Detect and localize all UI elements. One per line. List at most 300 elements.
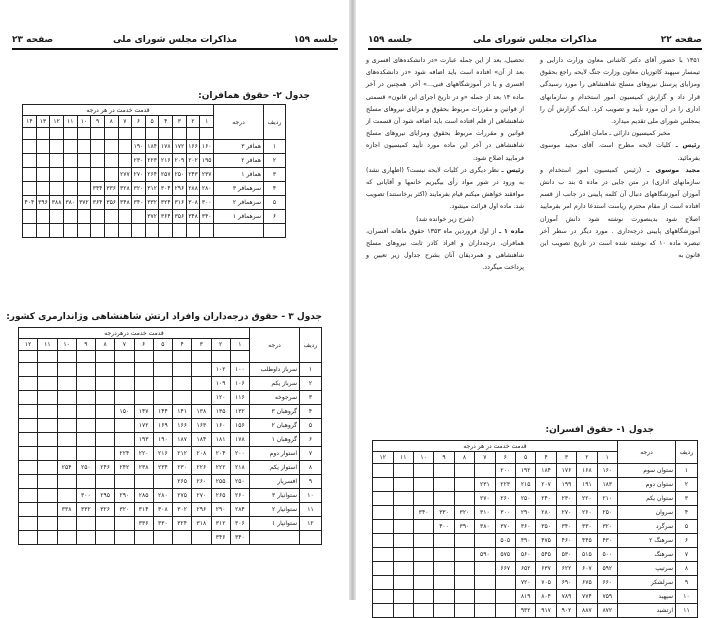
salary-cell bbox=[115, 377, 134, 391]
salary-cell: ۲۰۴ bbox=[211, 447, 230, 461]
salary-cell: ۲۲۲ bbox=[211, 461, 230, 475]
salary-cell bbox=[38, 433, 57, 447]
row-number-cell: ۴ bbox=[264, 182, 286, 196]
grade-cell: ستوان یکم bbox=[618, 492, 676, 506]
salary-cell bbox=[434, 562, 454, 576]
service-year-header: ۳ bbox=[173, 116, 187, 128]
row-number-cell: ۸ bbox=[676, 562, 698, 576]
salary-cell: ۳۰۸ bbox=[153, 503, 172, 517]
salary-cell: ۲۵۰ bbox=[230, 475, 249, 489]
salary-cell: ۲۱۵ bbox=[515, 478, 535, 492]
salary-cell bbox=[393, 464, 413, 478]
salary-cell bbox=[77, 182, 91, 196]
salary-cell: ۶۵۲ bbox=[515, 562, 535, 576]
table-row bbox=[373, 478, 698, 492]
salary-cell bbox=[76, 447, 95, 461]
salary-cell: ۲۰۲ bbox=[186, 154, 200, 168]
grade-cell: سرگرد bbox=[618, 520, 676, 534]
salary-cell bbox=[115, 419, 134, 433]
row-number-cell: ۱ bbox=[676, 464, 698, 478]
salary-cell bbox=[192, 363, 211, 377]
table-row bbox=[373, 576, 698, 590]
salary-cell: ۳۳۰ bbox=[577, 520, 597, 534]
salary-cell: ۹۰۲ bbox=[556, 604, 576, 618]
row-number-cell: ۱۱ bbox=[300, 503, 322, 517]
salary-cell: ۳۱۴ bbox=[134, 503, 153, 517]
salary-cell: ۳۶۴ bbox=[159, 210, 173, 224]
salary-cell: ۲۷۰ bbox=[192, 489, 211, 503]
header-spacer-cell bbox=[91, 128, 105, 140]
row-number-cell: ۱۱ bbox=[676, 604, 698, 618]
salary-cell bbox=[50, 182, 64, 196]
salary-cell: ۲۶۰ bbox=[230, 489, 249, 503]
salary-cell bbox=[153, 377, 172, 391]
salary-cell bbox=[77, 154, 91, 168]
service-year-header: ۶ bbox=[495, 452, 515, 464]
salary-cell bbox=[413, 576, 433, 590]
salary-cell: ۳۴۶ bbox=[211, 531, 230, 545]
table-row bbox=[23, 154, 286, 168]
salary-cell bbox=[134, 377, 153, 391]
service-year-header: ۲ bbox=[186, 116, 200, 128]
salary-cell: ۲۶۵ bbox=[211, 489, 230, 503]
text-paragraph: (شرح زیر خوانده شد) bbox=[416, 215, 474, 223]
table-row bbox=[373, 492, 698, 506]
row-number-cell: ۶ bbox=[300, 433, 322, 447]
salary-cell: ۳۷۰ bbox=[495, 520, 515, 534]
service-year-header: ۵ bbox=[145, 116, 159, 128]
header-spacer-cell bbox=[200, 128, 214, 140]
salary-cell bbox=[118, 140, 132, 154]
table3-header-service: قدمت خدمت درهردرجه bbox=[19, 328, 250, 339]
salary-cell: ۳۷۲ bbox=[77, 196, 91, 210]
salary-cell: ۱۷۲ bbox=[134, 419, 153, 433]
service-year-header: ۴ bbox=[173, 339, 192, 351]
salary-cell bbox=[38, 475, 57, 489]
salary-cell: ۳۱۲ bbox=[145, 182, 159, 196]
salary-cell: ۲۲۴ bbox=[115, 447, 134, 461]
table3-header-rank: ردیف bbox=[300, 328, 322, 363]
salary-cell: ۲۴۳ bbox=[186, 168, 200, 182]
salary-cell: ۲۵۰ bbox=[597, 506, 617, 520]
salary-cell: ۲۳۱ bbox=[475, 478, 495, 492]
salary-cell bbox=[19, 363, 38, 377]
row-number-cell: ۲ bbox=[264, 154, 286, 168]
salary-cell: ۴۰۴ bbox=[23, 196, 37, 210]
salary-cell: ۲۴۶ bbox=[96, 461, 115, 475]
salary-cell bbox=[57, 447, 76, 461]
table-row bbox=[19, 391, 322, 405]
salary-cell bbox=[173, 531, 192, 545]
salary-cell: ۲۸۰ bbox=[153, 489, 172, 503]
grade-cell: ارتشبد bbox=[618, 604, 676, 618]
salary-cell: ۳۵۰ bbox=[536, 520, 556, 534]
header-spacer-cell bbox=[50, 128, 64, 140]
salary-cell: ۳۲۰ bbox=[454, 506, 474, 520]
header-spacer-cell bbox=[118, 128, 132, 140]
salary-cell bbox=[104, 210, 118, 224]
grade-cell: سرهمافر ۲ bbox=[214, 196, 264, 210]
salary-cell bbox=[38, 447, 57, 461]
salary-cell: ۱۹۲ bbox=[515, 464, 535, 478]
salary-cell: ۲۹۵ bbox=[96, 489, 115, 503]
row-number-cell: ۶ bbox=[264, 210, 286, 224]
salary-cell: ۱۶۶ bbox=[173, 419, 192, 433]
right-session-number: جلسه ۱۵۹ bbox=[368, 35, 413, 45]
service-year-header: ۵ bbox=[153, 339, 172, 351]
salary-cell: ۱۹۱ bbox=[577, 478, 597, 492]
service-year-header: ۱ bbox=[200, 116, 214, 128]
salary-cell bbox=[38, 517, 57, 531]
salary-cell bbox=[76, 475, 95, 489]
right-page bbox=[356, 0, 714, 614]
salary-cell bbox=[96, 475, 115, 489]
salary-cell bbox=[76, 405, 95, 419]
table-row bbox=[373, 534, 698, 548]
grade-cell: استوار دوم bbox=[250, 447, 300, 461]
salary-cell: ۵۷۵ bbox=[495, 548, 515, 562]
salary-cell: ۳۵۶ bbox=[104, 196, 118, 210]
service-year-header: ۱۱ bbox=[393, 452, 413, 464]
text-paragraph bbox=[366, 165, 524, 214]
salary-cell bbox=[57, 405, 76, 419]
table-row bbox=[19, 531, 322, 545]
salary-cell bbox=[434, 492, 454, 506]
left-text-column bbox=[366, 55, 524, 275]
salary-cell bbox=[19, 475, 38, 489]
speech-text: کلیات لایحه مطرح است. آقای مجید موسوی بفرمائید. bbox=[540, 142, 700, 162]
salary-cell: ۱۶۰ bbox=[211, 419, 230, 433]
salary-cell: ۳۳۰ bbox=[153, 517, 172, 531]
row-number-cell: ۳ bbox=[264, 168, 286, 182]
salary-cell: ۳۱۸ bbox=[192, 517, 211, 531]
grade-cell: سرهمافر ۳ bbox=[214, 182, 264, 196]
salary-cell: ۷۸۹ bbox=[556, 590, 576, 604]
salary-cell bbox=[454, 604, 474, 618]
salary-cell bbox=[134, 475, 153, 489]
salary-cell bbox=[96, 363, 115, 377]
salary-cell bbox=[19, 461, 38, 475]
salary-cell bbox=[19, 391, 38, 405]
salary-cell bbox=[413, 548, 433, 562]
service-year-header: ۹ bbox=[76, 339, 95, 351]
salary-cell: ۳۴۰ bbox=[230, 531, 249, 545]
row-number-cell: ۶ bbox=[676, 534, 698, 548]
salary-cell bbox=[373, 478, 394, 492]
salary-cell bbox=[393, 492, 413, 506]
table1-header-rank: ردیف bbox=[676, 441, 698, 464]
service-year-header: ۶ bbox=[132, 116, 146, 128]
salary-cell bbox=[23, 168, 37, 182]
salary-cell: ۴۳۰ bbox=[597, 534, 617, 548]
row-number-cell: ۱۰ bbox=[676, 590, 698, 604]
salary-cell: ۱۰۲ bbox=[211, 363, 230, 377]
header-spacer-cell bbox=[96, 351, 115, 363]
salary-cell: ۳۴۸ bbox=[118, 196, 132, 210]
service-year-header: ۱ bbox=[230, 339, 249, 351]
table-row bbox=[19, 489, 322, 503]
salary-cell: ۴۰۰ bbox=[434, 520, 454, 534]
service-year-header: ۱۲ bbox=[50, 116, 64, 128]
grade-cell: سرهمافر ۱ bbox=[214, 210, 264, 224]
grade-cell: سروان bbox=[618, 506, 676, 520]
salary-cell bbox=[77, 224, 91, 238]
header-spacer-cell bbox=[63, 128, 77, 140]
salary-cell bbox=[373, 604, 394, 618]
salary-cell bbox=[393, 576, 413, 590]
salary-cell bbox=[495, 576, 515, 590]
row-number-cell bbox=[300, 531, 322, 545]
salary-cell: ۷۷۴ bbox=[577, 590, 597, 604]
header-spacer-cell bbox=[115, 351, 134, 363]
right-page-number: صفحه ۲۲ bbox=[660, 35, 702, 45]
salary-cell: ۲۰۰ bbox=[230, 447, 249, 461]
salary-cell bbox=[132, 210, 146, 224]
header-spacer-cell bbox=[57, 351, 76, 363]
grade-cell: ستوانیار ۳ bbox=[250, 489, 300, 503]
salary-cell: ۱۶۸ bbox=[577, 464, 597, 478]
salary-cell bbox=[373, 492, 394, 506]
salary-cell bbox=[115, 391, 134, 405]
salary-cell bbox=[38, 377, 57, 391]
table-row bbox=[373, 548, 698, 562]
salary-cell: ۳۰۰ bbox=[495, 506, 515, 520]
speaker-name: ماده ۱ ـ bbox=[498, 227, 524, 235]
salary-cell bbox=[186, 224, 200, 238]
salary-cell: ۱۶۳ bbox=[192, 419, 211, 433]
salary-cell: ۱۳۸ bbox=[192, 405, 211, 419]
salary-cell: ۲۵۰ bbox=[515, 492, 535, 506]
salary-cell: ۱۶۹ bbox=[153, 419, 172, 433]
salary-cell bbox=[153, 391, 172, 405]
service-year-header: ۱۰ bbox=[413, 452, 433, 464]
row-number-cell: ۹ bbox=[676, 576, 698, 590]
salary-cell bbox=[192, 531, 211, 545]
grade-cell: همافر ۲ bbox=[214, 154, 264, 168]
salary-cell: ۲۹۰ bbox=[115, 489, 134, 503]
salary-cell bbox=[373, 590, 394, 604]
salary-cell bbox=[192, 377, 211, 391]
salary-cell: ۲۷۷ bbox=[118, 168, 132, 182]
salary-cell bbox=[454, 576, 474, 590]
row-number-cell: ۹ bbox=[300, 475, 322, 489]
salary-cell bbox=[115, 531, 134, 545]
service-year-header: ۱۲ bbox=[19, 339, 38, 351]
salary-cell bbox=[413, 562, 433, 576]
grade-cell: استوار یکم bbox=[250, 461, 300, 475]
salary-cell: ۲۷۰ bbox=[132, 168, 146, 182]
text-paragraph bbox=[540, 140, 700, 164]
salary-cell bbox=[76, 377, 95, 391]
salary-cell: ۲۳۰ bbox=[173, 461, 192, 475]
header-spacer-cell bbox=[173, 128, 187, 140]
salary-cell bbox=[57, 419, 76, 433]
speaker-name: رئیس ـ bbox=[675, 142, 700, 150]
table2-header-grade: درجه bbox=[214, 105, 264, 140]
salary-cell: ۲۹۰ bbox=[211, 503, 230, 517]
salary-cell bbox=[413, 590, 433, 604]
salary-cell: ۲۵۴ bbox=[57, 461, 76, 475]
header-spacer-cell bbox=[77, 128, 91, 140]
salary-cell bbox=[19, 377, 38, 391]
salary-cell: ۳۸۰ bbox=[63, 196, 77, 210]
salary-cell: ۳۴۰ bbox=[132, 196, 146, 210]
salary-cell: ۲۱۶ bbox=[153, 447, 172, 461]
service-year-header: ۷ bbox=[118, 116, 132, 128]
table-row bbox=[373, 590, 698, 604]
salary-cell bbox=[393, 548, 413, 562]
salary-cell bbox=[495, 604, 515, 618]
salary-cell: ۲۱۰ bbox=[597, 492, 617, 506]
service-year-header: ۲ bbox=[211, 339, 230, 351]
salary-cell: ۱۶۰ bbox=[200, 140, 214, 154]
salary-cell: ۲۶۰ bbox=[577, 506, 597, 520]
grade-cell: سرتیپ bbox=[618, 562, 676, 576]
salary-cell bbox=[57, 489, 76, 503]
salary-cell: ۱۴۱ bbox=[173, 405, 192, 419]
salary-cell bbox=[475, 534, 495, 548]
row-number-cell: ۳ bbox=[676, 492, 698, 506]
row-number-cell: ۴ bbox=[676, 506, 698, 520]
salary-cell bbox=[475, 604, 495, 618]
salary-cell: ۸۸۷ bbox=[577, 604, 597, 618]
salary-cell bbox=[96, 405, 115, 419]
salary-cell: ۵۰۰ bbox=[597, 548, 617, 562]
salary-cell: ۳۲۴ bbox=[159, 196, 173, 210]
salary-cell bbox=[96, 433, 115, 447]
header-spacer-cell bbox=[76, 351, 95, 363]
salary-cell: ۱۷۲ bbox=[173, 140, 187, 154]
table-row bbox=[19, 461, 322, 475]
left-page bbox=[0, 0, 350, 600]
salary-cell: ۴۹۰ bbox=[515, 534, 535, 548]
salary-cell bbox=[57, 531, 76, 545]
left-journal-title: مذاکرات مجلس شورای ملی bbox=[112, 35, 238, 45]
right-running-head bbox=[368, 32, 702, 50]
row-number-cell: ۱۲ bbox=[300, 517, 322, 531]
salary-cell: ۱۷۶ bbox=[556, 464, 576, 478]
salary-cell: ۱۷۸ bbox=[159, 140, 173, 154]
salary-cell bbox=[91, 140, 105, 154]
salary-cell: ۴۷۵ bbox=[536, 534, 556, 548]
row-number-cell: ۲ bbox=[676, 478, 698, 492]
table1-title: جدول ۱- حقوق افسران: bbox=[545, 425, 654, 435]
salary-cell: ۱۹۰ bbox=[132, 140, 146, 154]
salary-cell: ۲۵۵ bbox=[211, 475, 230, 489]
grade-cell: سرهنگ bbox=[618, 548, 676, 562]
salary-cell: ۳۳۶ bbox=[104, 182, 118, 196]
salary-cell bbox=[23, 182, 37, 196]
grade-cell: سرهنگ ۲ bbox=[618, 534, 676, 548]
row-number-cell: ۷ bbox=[676, 548, 698, 562]
salary-cell: ۳۲۰ bbox=[115, 503, 134, 517]
salary-cell bbox=[104, 140, 118, 154]
grade-cell: سپهبد bbox=[618, 590, 676, 604]
salary-cell bbox=[373, 534, 394, 548]
salary-cell bbox=[63, 210, 77, 224]
salary-cell: ۲۱۲ bbox=[173, 447, 192, 461]
salary-cell bbox=[434, 464, 454, 478]
service-year-header: ۱۱ bbox=[63, 116, 77, 128]
salary-cell bbox=[115, 475, 134, 489]
salary-cell: ۳۳۸ bbox=[57, 503, 76, 517]
speech-text: نظر دیگری در کلیات لایحه نیست؟ (اظهاری نشد) به ورود در شور مواد رأی بیگیریم خانمها و آقایانی که موافقند خواهش میکنم قیام بفرمایند (اکثر برخاستند) تصویب شد. ماده اول قرائت میشود. bbox=[366, 166, 524, 211]
salary-cell: ۱۶۶ bbox=[186, 140, 200, 154]
salary-cell: ۲۵۷ bbox=[159, 168, 173, 182]
salary-cell: ۲۰۸ bbox=[192, 447, 211, 461]
salary-cell bbox=[373, 506, 394, 520]
salary-cell: ۲۱۶ bbox=[159, 154, 173, 168]
row-number-cell: ۵ bbox=[300, 419, 322, 433]
header-spacer-cell bbox=[159, 128, 173, 140]
salary-cell bbox=[393, 534, 413, 548]
row-number-cell: ۴ bbox=[300, 405, 322, 419]
salary-cell bbox=[393, 604, 413, 618]
salary-cell bbox=[19, 419, 38, 433]
speaker-name: مجید موسوی ـ bbox=[647, 166, 700, 174]
service-year-header: ۷ bbox=[475, 452, 495, 464]
salary-cell bbox=[91, 210, 105, 224]
salary-cell: ۱۲۰ bbox=[211, 391, 230, 405]
salary-cell: ۳۱۰ bbox=[475, 506, 495, 520]
salary-cell bbox=[134, 531, 153, 545]
salary-cell: ۳۴۰ bbox=[556, 520, 576, 534]
salary-cell: ۲۸۰ bbox=[200, 182, 214, 196]
salary-cell: ۳۴۸ bbox=[186, 210, 200, 224]
salary-cell: ۳۶۰ bbox=[515, 520, 535, 534]
salary-cell bbox=[96, 391, 115, 405]
salary-cell: ۵۰۵ bbox=[495, 534, 515, 548]
salary-cell bbox=[57, 475, 76, 489]
salary-cell bbox=[373, 576, 394, 590]
grade-cell: گروهبان ۱ bbox=[250, 433, 300, 447]
table-row bbox=[19, 433, 322, 447]
salary-cell bbox=[96, 377, 115, 391]
salary-cell: ۳۳۰ bbox=[434, 506, 454, 520]
salary-cell: ۳۳۲ bbox=[145, 196, 159, 210]
salary-cell bbox=[373, 520, 394, 534]
salary-cell bbox=[91, 154, 105, 168]
grade-cell: سرجوخه bbox=[250, 391, 300, 405]
salary-cell bbox=[159, 224, 173, 238]
salary-cell: ۱۴۴ bbox=[153, 405, 172, 419]
table-row bbox=[373, 520, 698, 534]
service-year-header: ۹ bbox=[434, 452, 454, 464]
service-year-header: ۲ bbox=[577, 452, 597, 464]
table2-header-service: قدمت خدمت در هر درجه bbox=[23, 105, 214, 116]
service-year-header: ۳ bbox=[556, 452, 576, 464]
salary-cell bbox=[23, 140, 37, 154]
salary-cell: ۳۰۰ bbox=[200, 196, 214, 210]
header-spacer-cell bbox=[19, 351, 38, 363]
salary-cell: ۳۳۲ bbox=[76, 503, 95, 517]
service-year-header: ۷ bbox=[115, 339, 134, 351]
salary-cell: ۱۳۲ bbox=[230, 405, 249, 419]
header-spacer-cell bbox=[192, 351, 211, 363]
salary-cell: ۲۸۴ bbox=[230, 503, 249, 517]
salary-cell: ۲۳۸ bbox=[134, 461, 153, 475]
table-row bbox=[23, 196, 286, 210]
salary-cell: ۲۶۰ bbox=[192, 475, 211, 489]
salary-cell bbox=[454, 562, 474, 576]
salary-cell bbox=[23, 224, 37, 238]
salary-cell bbox=[19, 503, 38, 517]
salary-cell: ۳۸۸ bbox=[50, 196, 64, 210]
salary-cell: ۲۵۰ bbox=[173, 168, 187, 182]
salary-cell: ۲۹۶ bbox=[192, 503, 211, 517]
salary-cell bbox=[19, 489, 38, 503]
salary-cell: ۹۳۲ bbox=[515, 604, 535, 618]
